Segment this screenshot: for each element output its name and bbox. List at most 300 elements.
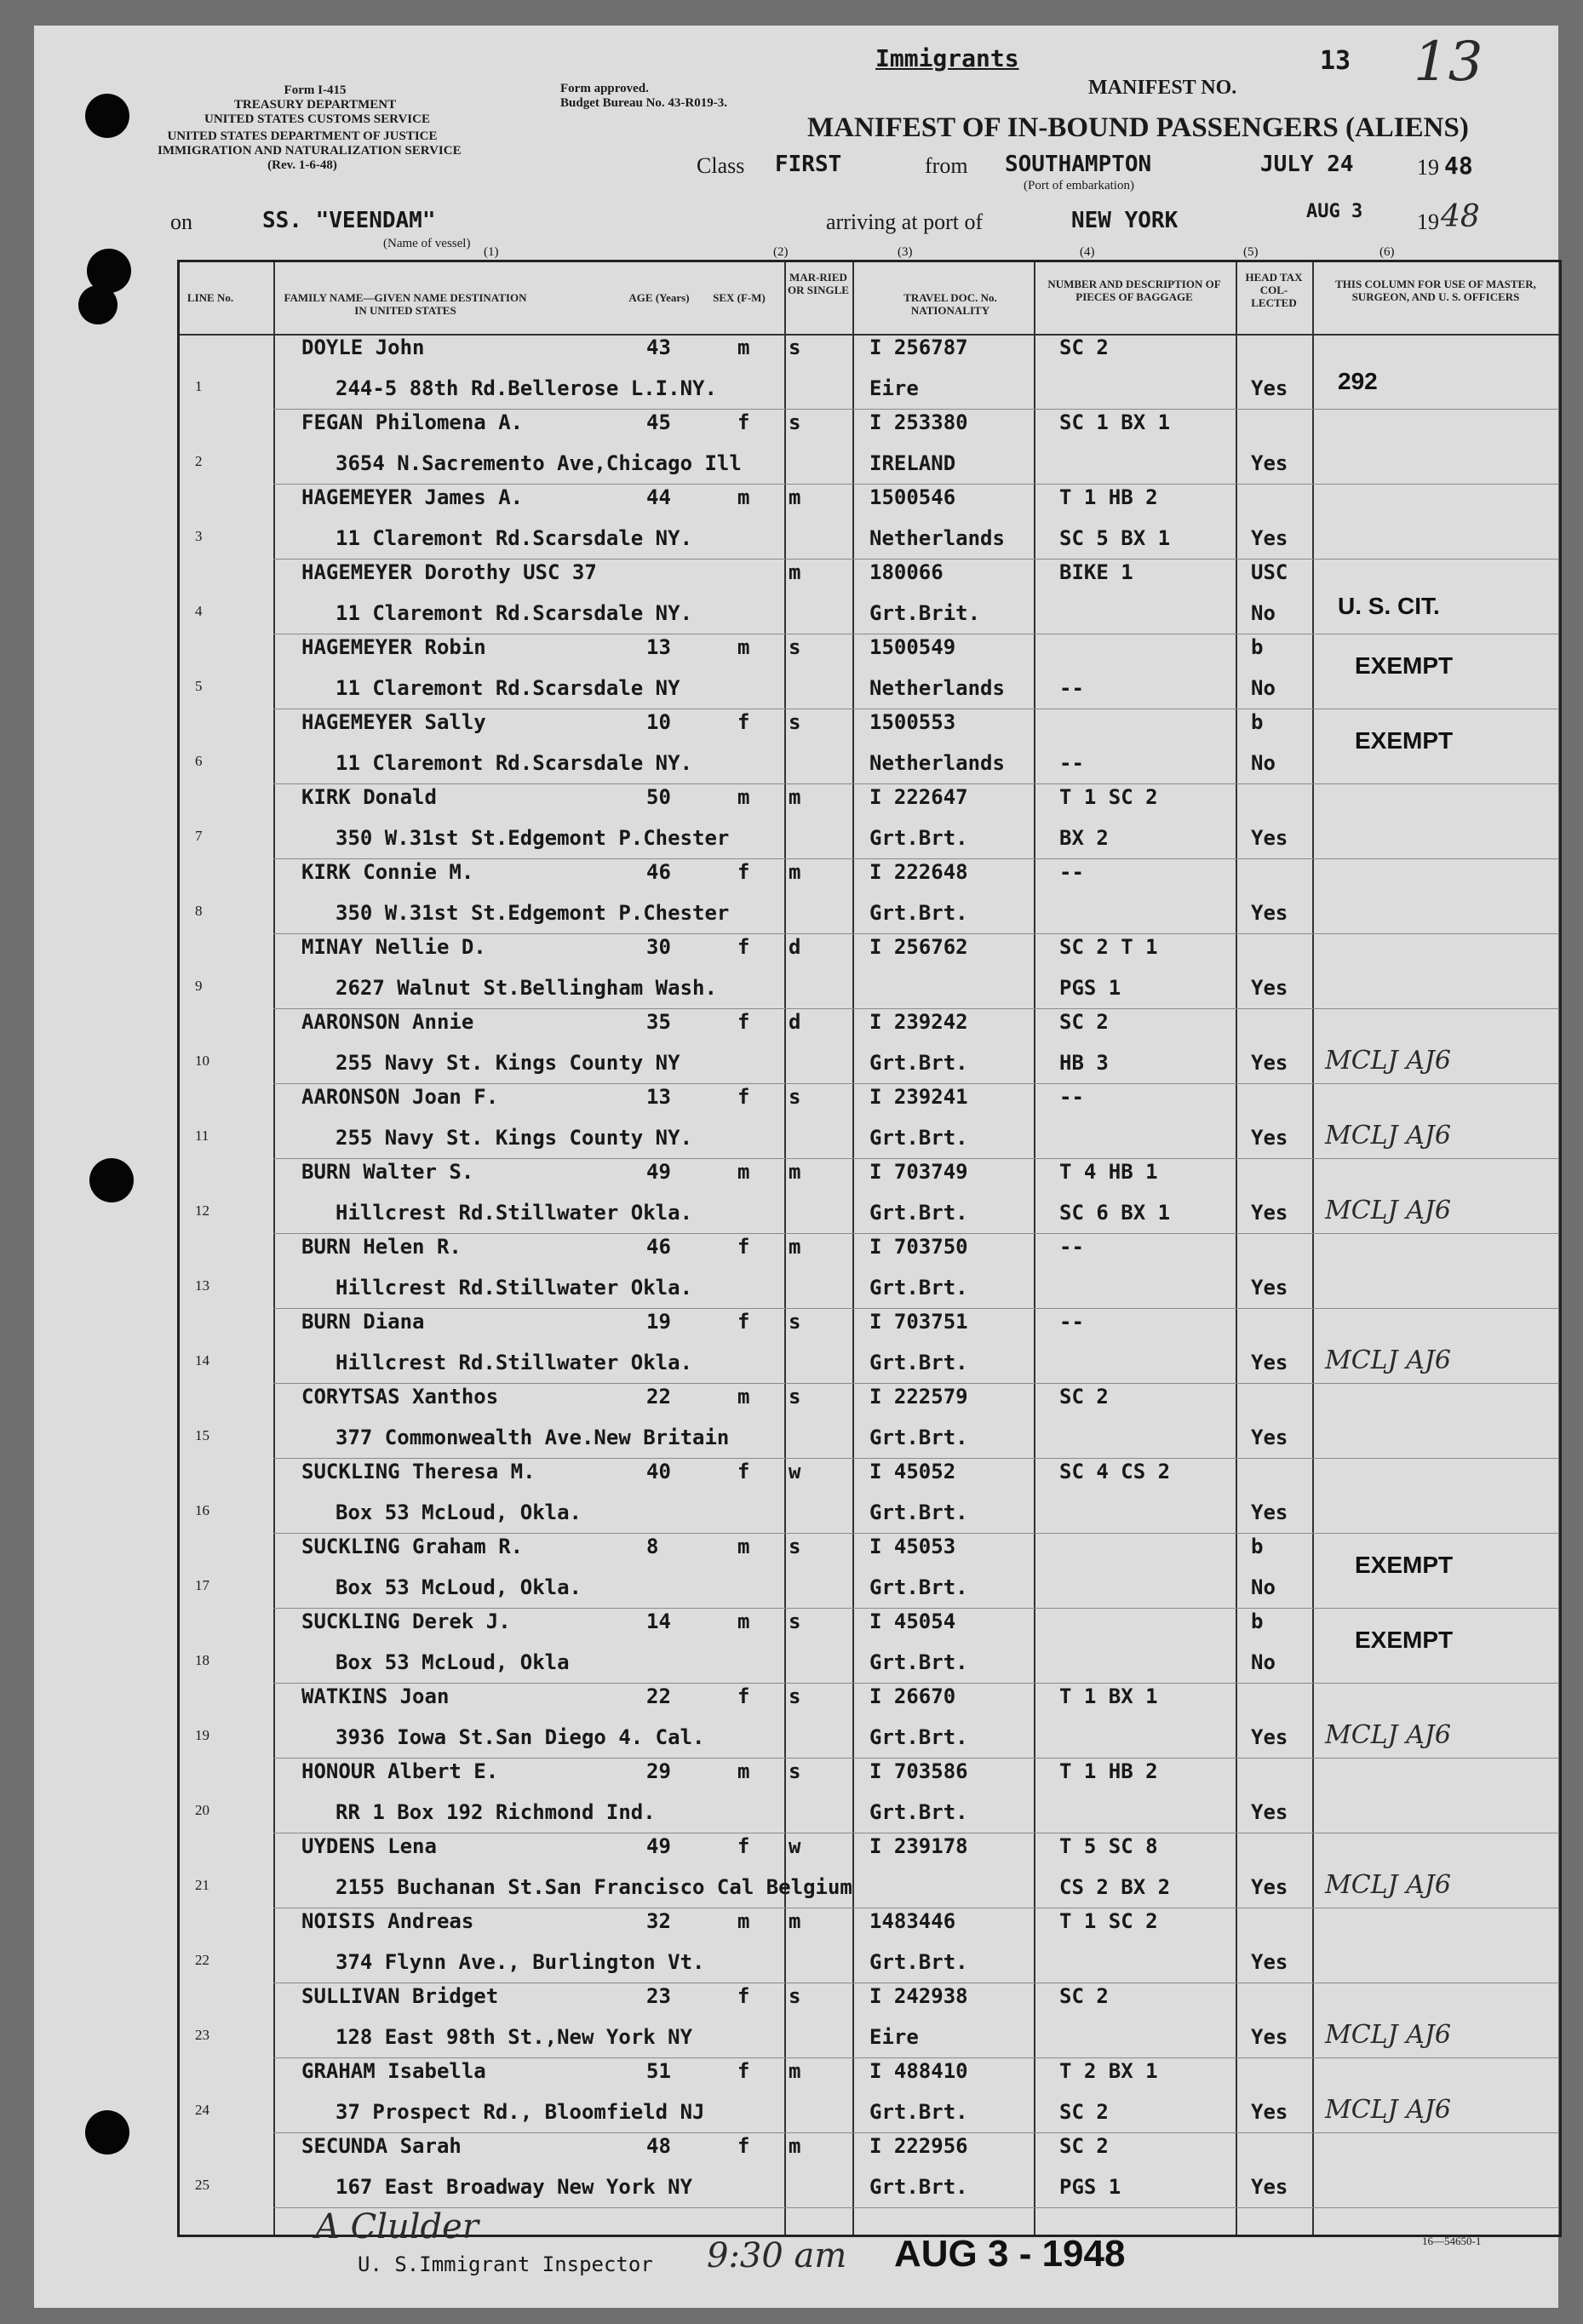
col-num-6: (6) bbox=[1379, 245, 1395, 259]
passenger-sex: m bbox=[737, 785, 750, 809]
form-code: 16—54650-1 bbox=[1422, 2235, 1482, 2247]
baggage-line-2: SC 6 BX 1 bbox=[1059, 1201, 1171, 1225]
passenger-name: HONOUR Albert E. bbox=[301, 1759, 499, 1783]
departure-date: JULY 24 bbox=[1260, 152, 1354, 177]
passenger-marital: s bbox=[789, 1610, 801, 1633]
destination-address: 128 East 98th St.,New York NY bbox=[336, 2025, 693, 2049]
head-tax-collected: No bbox=[1251, 751, 1276, 775]
passenger-sex: f bbox=[737, 2134, 750, 2158]
passenger-age: 40 bbox=[646, 1460, 671, 1483]
passenger-sex: f bbox=[737, 935, 750, 959]
rev: (Rev. 1-6-48) bbox=[267, 158, 337, 172]
col-num-4: (4) bbox=[1080, 245, 1095, 259]
travel-doc-number: I 703749 bbox=[869, 1160, 968, 1184]
status-stamp: EXEMPT bbox=[1355, 1552, 1454, 1578]
head-tax-collected: Yes bbox=[1251, 526, 1288, 550]
destination-address: 2627 Walnut St.Bellingham Wash. bbox=[336, 976, 717, 1000]
passenger-name: WATKINS Joan bbox=[301, 1684, 450, 1708]
port-caption: (Port of embarkation) bbox=[1024, 179, 1134, 192]
baggage-line-1: SC 2 bbox=[1059, 1385, 1109, 1409]
passenger-age: 45 bbox=[646, 410, 671, 434]
passenger-name: HAGEMEYER Dorothy USC 37 bbox=[301, 560, 597, 584]
travel-doc-number: 1483446 bbox=[869, 1909, 956, 1933]
passenger-marital: m bbox=[789, 485, 801, 509]
passenger-row bbox=[180, 860, 1559, 934]
passenger-row bbox=[180, 410, 1559, 485]
row-divider bbox=[273, 933, 1559, 934]
departure-year-prefix: 19 bbox=[1417, 155, 1439, 180]
passenger-sex: f bbox=[737, 1984, 750, 2008]
passenger-row bbox=[180, 2134, 1559, 2208]
passenger-sex: m bbox=[737, 1535, 750, 1558]
travel-doc-number: 1500549 bbox=[869, 635, 956, 659]
passenger-name: HAGEMEYER Robin bbox=[301, 635, 486, 659]
head-tax-collected: No bbox=[1251, 1575, 1276, 1599]
line-number: 13 bbox=[195, 1277, 209, 1294]
status-stamp: 292 bbox=[1338, 368, 1378, 394]
doj-block bbox=[158, 129, 462, 173]
passenger-age: 46 bbox=[646, 860, 671, 884]
nationality: Eire bbox=[869, 376, 919, 400]
baggage-line-1: T 1 SC 2 bbox=[1059, 785, 1158, 809]
passenger-row bbox=[180, 935, 1559, 1009]
row-divider bbox=[273, 1758, 1559, 1759]
passenger-row bbox=[180, 1385, 1559, 1459]
passenger-age: 13 bbox=[646, 635, 671, 659]
nationality: Grt.Brt. bbox=[869, 1800, 968, 1824]
passenger-row bbox=[180, 710, 1559, 784]
head-tax-collected: Yes bbox=[1251, 2025, 1288, 2049]
officer-annotation: MCLJ AJ6 bbox=[1325, 2095, 1451, 2125]
vessel-name: SS. "VEENDAM" bbox=[262, 208, 436, 233]
nationality: Grt.Brit. bbox=[869, 601, 981, 625]
line-number: 3 bbox=[195, 528, 203, 544]
head-tax-collected: No bbox=[1251, 601, 1276, 625]
nationality: Grt.Brt. bbox=[869, 2175, 968, 2199]
passenger-name: SECUNDA Sarah bbox=[301, 2134, 462, 2158]
passenger-row bbox=[180, 635, 1559, 709]
passenger-age: 8 bbox=[646, 1535, 659, 1558]
destination-address: 11 Claremont Rd.Scarsdale NY. bbox=[336, 526, 693, 550]
passenger-row bbox=[180, 336, 1559, 410]
arrival-year: 48 bbox=[1441, 199, 1480, 234]
line-number: 5 bbox=[195, 678, 203, 694]
travel-doc-number: 180066 bbox=[869, 560, 943, 584]
head-tax-collected: Yes bbox=[1251, 1351, 1288, 1374]
head-tax-collected: Yes bbox=[1251, 376, 1288, 400]
destination-address: 3654 N.Sacremento Ave,Chicago Ill bbox=[336, 451, 742, 475]
line-number: 21 bbox=[195, 1877, 209, 1893]
passenger-marital: m bbox=[789, 785, 801, 809]
baggage-line-1: SC 1 BX 1 bbox=[1059, 410, 1171, 434]
passenger-row bbox=[180, 1759, 1559, 1833]
passenger-name: KIRK Connie M. bbox=[301, 860, 474, 884]
inspector-label: U. S.Immigrant Inspector bbox=[358, 2252, 653, 2276]
passenger-name: BURN Walter S. bbox=[301, 1160, 474, 1184]
head-tax-collected: Yes bbox=[1251, 901, 1288, 925]
passenger-marital: s bbox=[789, 1310, 801, 1334]
destination-address: Hillcrest Rd.Stillwater Okla. bbox=[336, 1351, 693, 1374]
travel-doc-number: I 222579 bbox=[869, 1385, 968, 1409]
passenger-marital: m bbox=[789, 1909, 801, 1933]
head-tax-collected: Yes bbox=[1251, 2100, 1288, 2124]
destination-address: 37 Prospect Rd., Bloomfield NJ bbox=[336, 2100, 705, 2124]
travel-doc-number: I 222956 bbox=[869, 2134, 968, 2158]
passenger-sex: f bbox=[737, 1684, 750, 1708]
line-number: 15 bbox=[195, 1427, 209, 1443]
head-tax-collected: No bbox=[1251, 1650, 1276, 1674]
passenger-table bbox=[177, 260, 1562, 2237]
row-divider bbox=[273, 783, 1559, 784]
passenger-name: GRAHAM Isabella bbox=[301, 2059, 486, 2083]
manifest-page bbox=[34, 26, 1558, 2308]
nationality: Grt.Brt. bbox=[869, 901, 968, 925]
line-number: 25 bbox=[195, 2177, 209, 2193]
officer-annotation: MCLJ AJ6 bbox=[1325, 1346, 1451, 1375]
nationality: Grt.Brt. bbox=[869, 2100, 968, 2124]
passenger-age: 49 bbox=[646, 1160, 671, 1184]
col-header-officers: THIS COLUMN FOR USE OF MASTER, SURGEON, AND U. S. OFFICERS bbox=[1335, 278, 1536, 303]
line-number: 8 bbox=[195, 903, 203, 919]
manifest-title: MANIFEST OF IN-BOUND PASSENGERS (ALIENS) bbox=[807, 112, 1469, 143]
line-number: 14 bbox=[195, 1352, 209, 1369]
officer-annotation: MCLJ AJ6 bbox=[1325, 1196, 1451, 1225]
passenger-row bbox=[180, 1684, 1559, 1759]
passenger-name: FEGAN Philomena A. bbox=[301, 410, 524, 434]
passenger-name: AARONSON Annie bbox=[301, 1010, 474, 1034]
head-tax-collected: Yes bbox=[1251, 451, 1288, 475]
baggage-line-2: -- bbox=[1059, 751, 1084, 775]
passenger-sex: m bbox=[737, 1385, 750, 1409]
baggage-line-2: CS 2 BX 2 bbox=[1059, 1875, 1171, 1899]
nationality: Grt.Brt. bbox=[869, 1201, 968, 1225]
passenger-marital: s bbox=[789, 1759, 801, 1783]
line-number: 2 bbox=[195, 453, 203, 469]
nationality: Eire bbox=[869, 2025, 919, 2049]
passenger-marital: s bbox=[789, 1535, 801, 1558]
officer-annotation: MCLJ AJ6 bbox=[1325, 1720, 1451, 1750]
form-id: Form I-415 bbox=[284, 83, 347, 97]
passenger-marital: m bbox=[789, 1235, 801, 1259]
row-divider bbox=[273, 1233, 1559, 1234]
baggage-line-2: PGS 1 bbox=[1059, 976, 1121, 1000]
treasury-dept: TREASURY DEPARTMENT bbox=[233, 98, 397, 112]
binder-hole-upper-2 bbox=[78, 285, 118, 324]
destination-address: 255 Navy St. Kings County NY bbox=[336, 1051, 680, 1075]
passenger-marital: m bbox=[789, 2134, 801, 2158]
status-stamp: EXEMPT bbox=[1355, 1627, 1454, 1653]
passenger-name: AARONSON Joan F. bbox=[301, 1085, 499, 1109]
head-tax-collected: Yes bbox=[1251, 1126, 1288, 1150]
head-tax-mark: b bbox=[1251, 635, 1264, 659]
baggage-line-2: BX 2 bbox=[1059, 826, 1109, 850]
head-tax-collected: Yes bbox=[1251, 1276, 1288, 1300]
passenger-marital: w bbox=[789, 1834, 801, 1858]
passenger-row bbox=[180, 1909, 1559, 1983]
passenger-name: MINAY Nellie D. bbox=[301, 935, 486, 959]
binder-hole-lower bbox=[85, 2110, 129, 2155]
passenger-sex: f bbox=[737, 1460, 750, 1483]
nationality: Grt.Brt. bbox=[869, 1276, 968, 1300]
passenger-name: BURN Helen R. bbox=[301, 1235, 462, 1259]
line-number: 16 bbox=[195, 1502, 209, 1518]
passenger-sex: f bbox=[737, 1235, 750, 1259]
passenger-marital: m bbox=[789, 860, 801, 884]
ins: IMMIGRATION AND NATURALIZATION SERVICE bbox=[158, 144, 462, 158]
immigrants-label: Immigrants bbox=[875, 44, 1019, 72]
row-divider bbox=[273, 2132, 1559, 2133]
passenger-age: 49 bbox=[646, 1834, 671, 1858]
passenger-age: 14 bbox=[646, 1610, 671, 1633]
col-header-doc: TRAVEL DOC. No. NATIONALITY bbox=[903, 291, 997, 317]
line-number: 7 bbox=[195, 828, 203, 844]
passenger-marital: m bbox=[789, 2059, 801, 2083]
port-of-embarkation: SOUTHAMPTON bbox=[1005, 152, 1152, 177]
passenger-sex: m bbox=[737, 1160, 750, 1184]
class-label: Class bbox=[697, 153, 745, 178]
baggage-line-2: PGS 1 bbox=[1059, 2175, 1121, 2199]
col-num-2: (2) bbox=[773, 245, 789, 259]
row-divider bbox=[273, 858, 1559, 859]
baggage-line-2: -- bbox=[1059, 676, 1084, 700]
baggage-line-1: T 1 HB 2 bbox=[1059, 485, 1158, 509]
baggage-line-1: T 1 HB 2 bbox=[1059, 1759, 1158, 1783]
baggage-line-1: BIKE 1 bbox=[1059, 560, 1133, 584]
passenger-sex: m bbox=[737, 1610, 750, 1633]
passenger-age: 10 bbox=[646, 710, 671, 734]
col-header-married: MAR-RIED OR SINGLE bbox=[788, 271, 849, 296]
destination-address: Box 53 McLoud, Okla bbox=[336, 1650, 570, 1674]
col-num-3: (3) bbox=[898, 245, 913, 259]
nationality: Grt.Brt. bbox=[869, 1650, 968, 1674]
passenger-name: BURN Diana bbox=[301, 1310, 425, 1334]
destination-address: Hillcrest Rd.Stillwater Okla. bbox=[336, 1276, 693, 1300]
row-divider bbox=[273, 484, 1559, 485]
line-number: 6 bbox=[195, 753, 203, 769]
row-divider bbox=[273, 1608, 1559, 1609]
baggage-line-2: SC 2 bbox=[1059, 2100, 1109, 2124]
travel-doc-number: I 239178 bbox=[869, 1834, 968, 1858]
baggage-line-1: -- bbox=[1059, 1085, 1084, 1109]
travel-doc-number: I 242938 bbox=[869, 1984, 968, 2008]
baggage-line-1: T 5 SC 8 bbox=[1059, 1834, 1158, 1858]
col-num-1: (1) bbox=[484, 245, 499, 259]
head-tax-collected: Yes bbox=[1251, 976, 1288, 1000]
row-divider bbox=[273, 1008, 1559, 1009]
passenger-marital: w bbox=[789, 1460, 801, 1483]
baggage-line-1: -- bbox=[1059, 860, 1084, 884]
line-number: 17 bbox=[195, 1577, 209, 1593]
passenger-sex: m bbox=[737, 336, 750, 359]
passenger-sex: f bbox=[737, 2059, 750, 2083]
form-id-block bbox=[204, 83, 430, 127]
passenger-marital: m bbox=[789, 1160, 801, 1184]
destination-address: 167 East Broadway New York NY bbox=[336, 2175, 693, 2199]
destination-address: 350 W.31st St.Edgemont P.Chester bbox=[336, 901, 730, 925]
row-divider bbox=[273, 2057, 1559, 2058]
destination-address: 377 Commonwealth Ave.New Britain bbox=[336, 1426, 730, 1449]
doj: UNITED STATES DEPARTMENT OF JUSTICE bbox=[167, 129, 438, 143]
passenger-age: 48 bbox=[646, 2134, 671, 2158]
passenger-row bbox=[180, 785, 1559, 859]
nationality: IRELAND bbox=[869, 451, 956, 475]
travel-doc-number: I 45052 bbox=[869, 1460, 956, 1483]
nationality: Grt.Brt. bbox=[869, 826, 968, 850]
passenger-age: 35 bbox=[646, 1010, 671, 1034]
status-stamp: EXEMPT bbox=[1355, 652, 1454, 679]
passenger-row bbox=[180, 1610, 1559, 1684]
arrival-year-prefix: 19 bbox=[1417, 209, 1439, 234]
line-number: 11 bbox=[195, 1128, 209, 1144]
passenger-name: HAGEMEYER Sally bbox=[301, 710, 486, 734]
head-tax-collected: Yes bbox=[1251, 1875, 1288, 1899]
on-label: on bbox=[170, 209, 192, 234]
line-number: 1 bbox=[195, 378, 203, 394]
passenger-name: HAGEMEYER James A. bbox=[301, 485, 524, 509]
travel-doc-number: 1500546 bbox=[869, 485, 956, 509]
baggage-line-1: SC 2 bbox=[1059, 2134, 1109, 2158]
manifest-no-handwritten: 13 bbox=[1414, 31, 1483, 94]
passenger-age: 13 bbox=[646, 1085, 671, 1109]
travel-doc-number: I 222648 bbox=[869, 860, 968, 884]
passenger-name: SULLIVAN Bridget bbox=[301, 1984, 499, 2008]
passenger-age: 46 bbox=[646, 1235, 671, 1259]
passenger-marital: s bbox=[789, 1085, 801, 1109]
status-stamp: U. S. CIT. bbox=[1338, 593, 1440, 619]
baggage-line-1: SC 4 CS 2 bbox=[1059, 1460, 1171, 1483]
destination-address: 3936 Iowa St.San Diego 4. Cal. bbox=[336, 1725, 705, 1749]
travel-doc-number: I 256762 bbox=[869, 935, 968, 959]
destination-address: 374 Flynn Ave., Burlington Vt. bbox=[336, 1950, 705, 1974]
passenger-age: 44 bbox=[646, 485, 671, 509]
baggage-line-1: SC 2 bbox=[1059, 1984, 1109, 2008]
baggage-line-1: SC 2 bbox=[1059, 336, 1109, 359]
row-divider bbox=[273, 1158, 1559, 1159]
approval-block bbox=[560, 82, 727, 111]
manifest-no-label: MANIFEST NO. bbox=[1088, 77, 1237, 99]
baggage-line-1: T 2 BX 1 bbox=[1059, 2059, 1158, 2083]
officer-annotation: MCLJ AJ6 bbox=[1325, 1046, 1451, 1076]
travel-doc-number: I 703750 bbox=[869, 1235, 968, 1259]
officer-annotation: MCLJ AJ6 bbox=[1325, 1870, 1451, 1900]
destination-address: 11 Claremont Rd.Scarsdale NY bbox=[336, 676, 680, 700]
nationality: Grt.Brt. bbox=[869, 1426, 968, 1449]
destination-address: RR 1 Box 192 Richmond Ind. bbox=[336, 1800, 656, 1824]
passenger-sex: f bbox=[737, 710, 750, 734]
baggage-line-1: SC 2 bbox=[1059, 1010, 1109, 1034]
inspection-date-stamp: AUG 3 - 1948 bbox=[894, 2233, 1126, 2275]
line-number: 20 bbox=[195, 1802, 209, 1818]
line-number: 4 bbox=[195, 603, 203, 619]
line-number: 12 bbox=[195, 1202, 209, 1219]
destination-address: Hillcrest Rd.Stillwater Okla. bbox=[336, 1201, 693, 1225]
line-number: 9 bbox=[195, 978, 203, 994]
passenger-marital: d bbox=[789, 1010, 801, 1034]
passenger-name: NOISIS Andreas bbox=[301, 1909, 474, 1933]
passenger-marital: s bbox=[789, 336, 801, 359]
passenger-row bbox=[180, 1310, 1559, 1384]
head-tax-mark: b bbox=[1251, 1610, 1264, 1633]
passenger-row bbox=[180, 1235, 1559, 1309]
passenger-sex: f bbox=[737, 1310, 750, 1334]
passenger-marital: s bbox=[789, 1984, 801, 2008]
head-tax-collected: No bbox=[1251, 676, 1276, 700]
col-num-5: (5) bbox=[1243, 245, 1259, 259]
passenger-sex: m bbox=[737, 635, 750, 659]
line-number: 23 bbox=[195, 2027, 209, 2043]
from-label: from bbox=[925, 153, 968, 178]
baggage-line-1: -- bbox=[1059, 1235, 1084, 1259]
nationality: Grt.Brt. bbox=[869, 1126, 968, 1150]
head-tax-mark: b bbox=[1251, 710, 1264, 734]
arrival-date-stamp: AUG 3 bbox=[1306, 201, 1363, 222]
passenger-sex: f bbox=[737, 860, 750, 884]
departure-year: 48 bbox=[1444, 152, 1473, 180]
travel-doc-number: I 488410 bbox=[869, 2059, 968, 2083]
passenger-sex: m bbox=[737, 1909, 750, 1933]
destination-address: 350 W.31st St.Edgemont P.Chester bbox=[336, 826, 730, 850]
passenger-age: 23 bbox=[646, 1984, 671, 2008]
destination-address: 11 Claremont Rd.Scarsdale NY. bbox=[336, 751, 693, 775]
row-divider bbox=[273, 1083, 1559, 1084]
destination-address: 11 Claremont Rd.Scarsdale NY. bbox=[336, 601, 693, 625]
col-header-line: LINE No. bbox=[186, 291, 234, 304]
head-tax-collected: Yes bbox=[1251, 1725, 1288, 1749]
travel-doc-number: I 253380 bbox=[869, 410, 968, 434]
destination-address: Box 53 McLoud, Okla. bbox=[336, 1575, 582, 1599]
passenger-row bbox=[180, 1160, 1559, 1234]
destination-address: 2155 Buchanan St.San Francisco Cal Belgium bbox=[336, 1875, 852, 1899]
passenger-sex: f bbox=[737, 1085, 750, 1109]
destination-address: 244-5 88th Rd.Bellerose L.I.NY. bbox=[336, 376, 717, 400]
nationality: Netherlands bbox=[869, 676, 1005, 700]
vessel-caption: (Name of vessel) bbox=[383, 237, 471, 250]
nationality: Grt.Brt. bbox=[869, 1351, 968, 1374]
travel-doc-number: I 703751 bbox=[869, 1310, 968, 1334]
nationality: Grt.Brt. bbox=[869, 1950, 968, 1974]
passenger-marital: s bbox=[789, 410, 801, 434]
inspector-signature: A Clulder bbox=[315, 2207, 479, 2247]
head-tax-collected: Yes bbox=[1251, 2175, 1288, 2199]
line-number: 10 bbox=[195, 1053, 209, 1069]
row-divider bbox=[273, 1683, 1559, 1684]
passenger-marital: m bbox=[789, 560, 801, 584]
nationality: Netherlands bbox=[869, 526, 1005, 550]
passenger-marital: s bbox=[789, 1385, 801, 1409]
baggage-line-1: T 1 BX 1 bbox=[1059, 1684, 1158, 1708]
row-divider bbox=[273, 1383, 1559, 1384]
head-tax-collected: Yes bbox=[1251, 1501, 1288, 1524]
baggage-line-2: HB 3 bbox=[1059, 1051, 1109, 1075]
row-divider bbox=[273, 1308, 1559, 1309]
passenger-name: SUCKLING Theresa M. bbox=[301, 1460, 536, 1483]
passenger-name: CORYTSAS Xanthos bbox=[301, 1385, 499, 1409]
passenger-sex: f bbox=[737, 410, 750, 434]
passenger-age: 50 bbox=[646, 785, 671, 809]
passenger-name: KIRK Donald bbox=[301, 785, 437, 809]
passenger-name: DOYLE John bbox=[301, 336, 425, 359]
col-header-name: FAMILY NAME—GIVEN NAME DESTINATION IN UNITED STATES bbox=[284, 291, 527, 317]
nationality: Grt.Brt. bbox=[869, 1575, 968, 1599]
inspection-time: 9:30 am bbox=[707, 2236, 847, 2275]
travel-doc-number: I 222647 bbox=[869, 785, 968, 809]
baggage-line-2: SC 5 BX 1 bbox=[1059, 526, 1171, 550]
baggage-line-1: -- bbox=[1059, 1310, 1084, 1334]
arriving-label: arriving at port of bbox=[826, 209, 984, 234]
arrival-port: NEW YORK bbox=[1071, 208, 1179, 233]
passenger-age: 30 bbox=[646, 935, 671, 959]
row-divider bbox=[273, 1458, 1559, 1459]
